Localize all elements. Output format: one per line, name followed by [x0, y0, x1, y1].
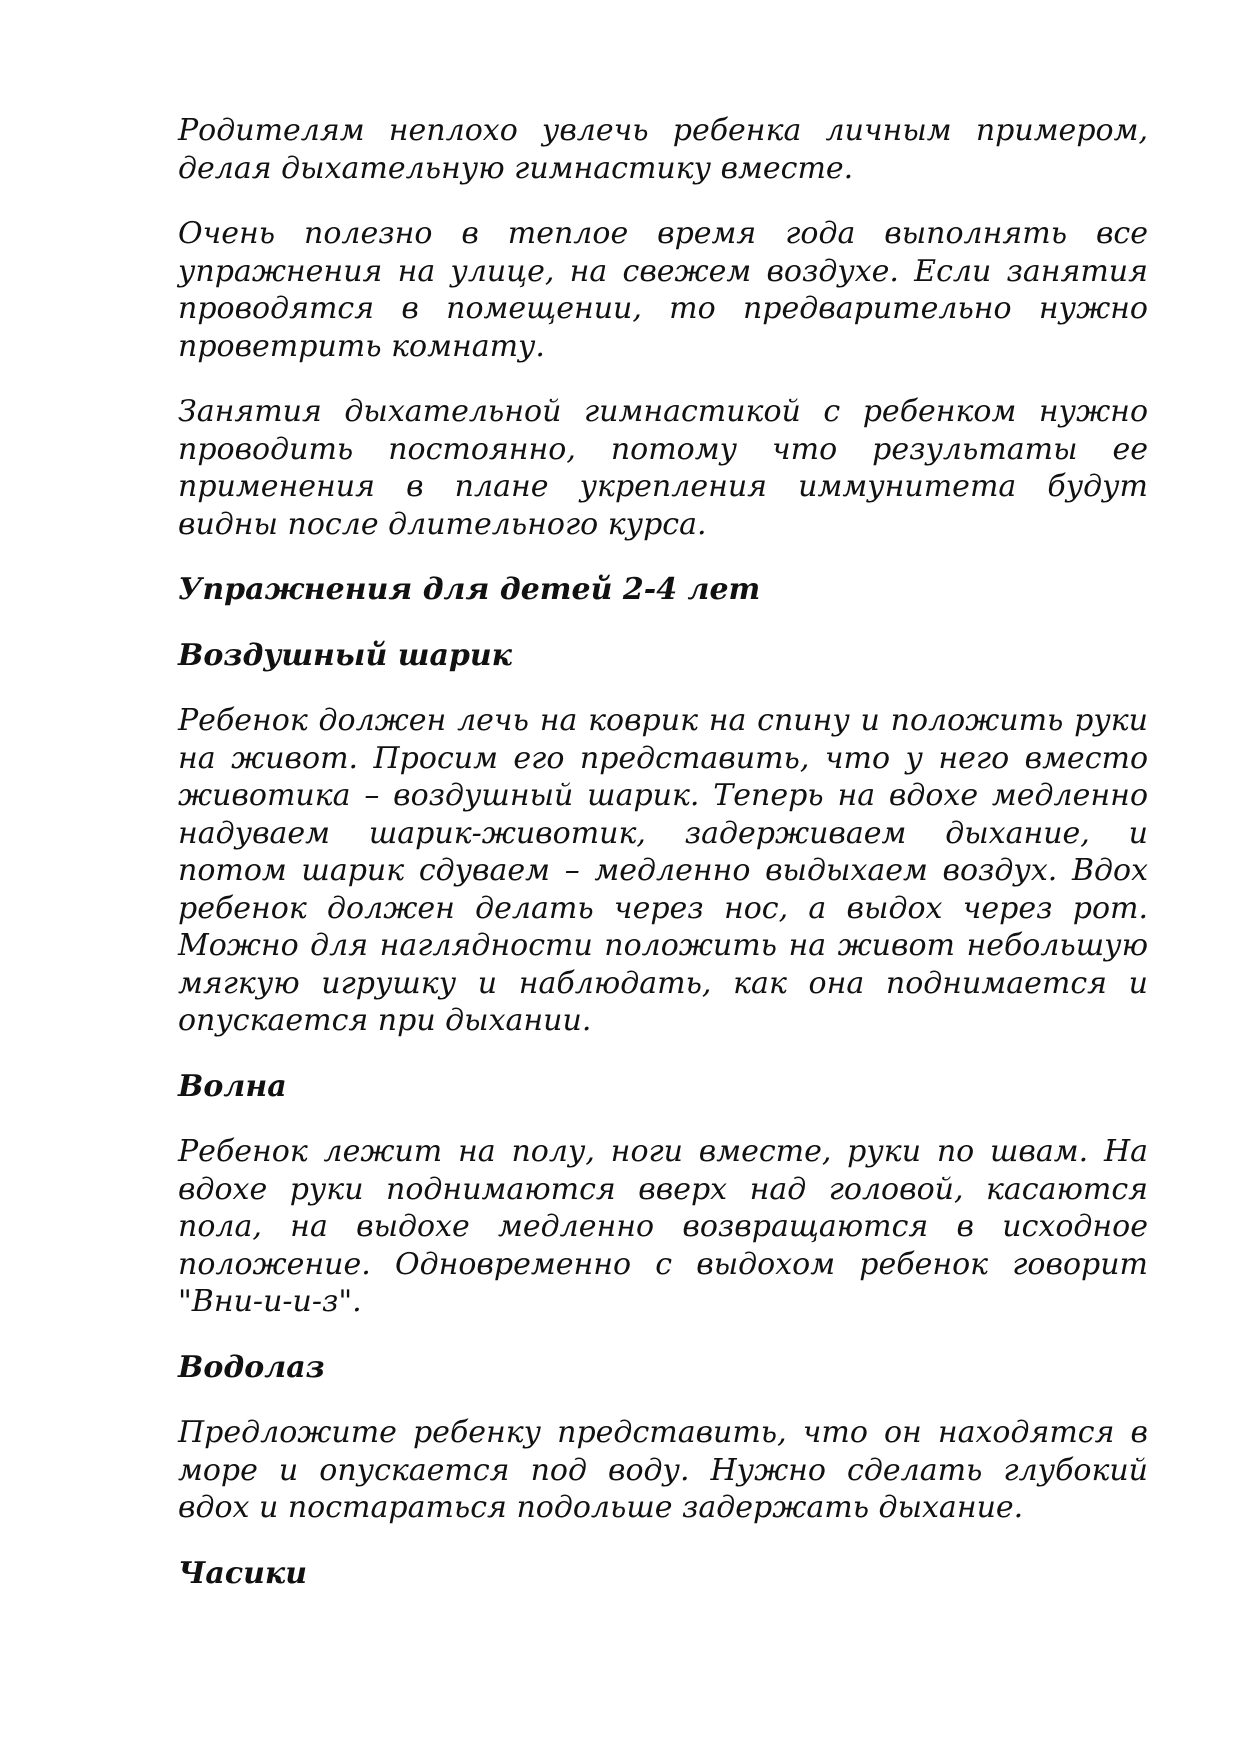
paragraph-balloon: Ребенок должен лечь на коврик на спину и положить руки на живот. Просим его представить, что у него вместо животика – воздушный шарик. Теперь на вдохе медленно надуваем шарик-животик, задерживаем дыхание, и потом шарик сдуваем – медленно выдыхаем воздух. Вдох ребенок должен делать через нос, а выдох через рот. Можно для наглядности положить на живот небольшую мягкую игрушку и наблюдать, как она поднимается и опускается при дыхании.	[178, 703, 1148, 1038]
paragraph-wave: Ребенок лежит на полу, ноги вместе, руки по швам. На вдохе руки поднимаются вверх над головой, касаются пола, на выдохе медленно возвращаются в исходное положение. Одновременно с выдохом ребенок говорит "Вни-и-и-з".	[178, 1134, 1148, 1319]
exercise-heading-clock: Часики	[178, 1555, 308, 1591]
paragraph-outdoors: Очень полезно в теплое время года выполнять все упражнения на улице, на свежем воздухе. Если занятия проводятся в помещении, то предварительно нужно проветрить комнату.	[178, 216, 1148, 364]
exercise-heading-balloon: Воздушный шарик	[178, 637, 512, 673]
paragraph-diver: Предложите ребенку представить, что он находятся в море и опускается под воду. Нужно сделать глубокий вдох и постараться подольше задержать дыхание.	[178, 1415, 1148, 1525]
exercise-heading-wave: Волна	[178, 1068, 287, 1104]
section-heading-age-2-4: Упражнения для детей 2-4 лет	[178, 572, 761, 607]
page-content	[178, 112, 1148, 1620]
exercise-heading-diver: Водолаз	[178, 1349, 325, 1385]
paragraph-regular-practice: Занятия дыхательной гимнастикой с ребенком нужно проводить постоянно, потому что результаты ее применения в плане укрепления иммунитета будут видны после длительного курса.	[178, 394, 1148, 542]
paragraph-parents-example: Родителям неплохо увлечь ребенка личным примером, делая дыхательную гимнастику вместе.	[178, 113, 1148, 186]
